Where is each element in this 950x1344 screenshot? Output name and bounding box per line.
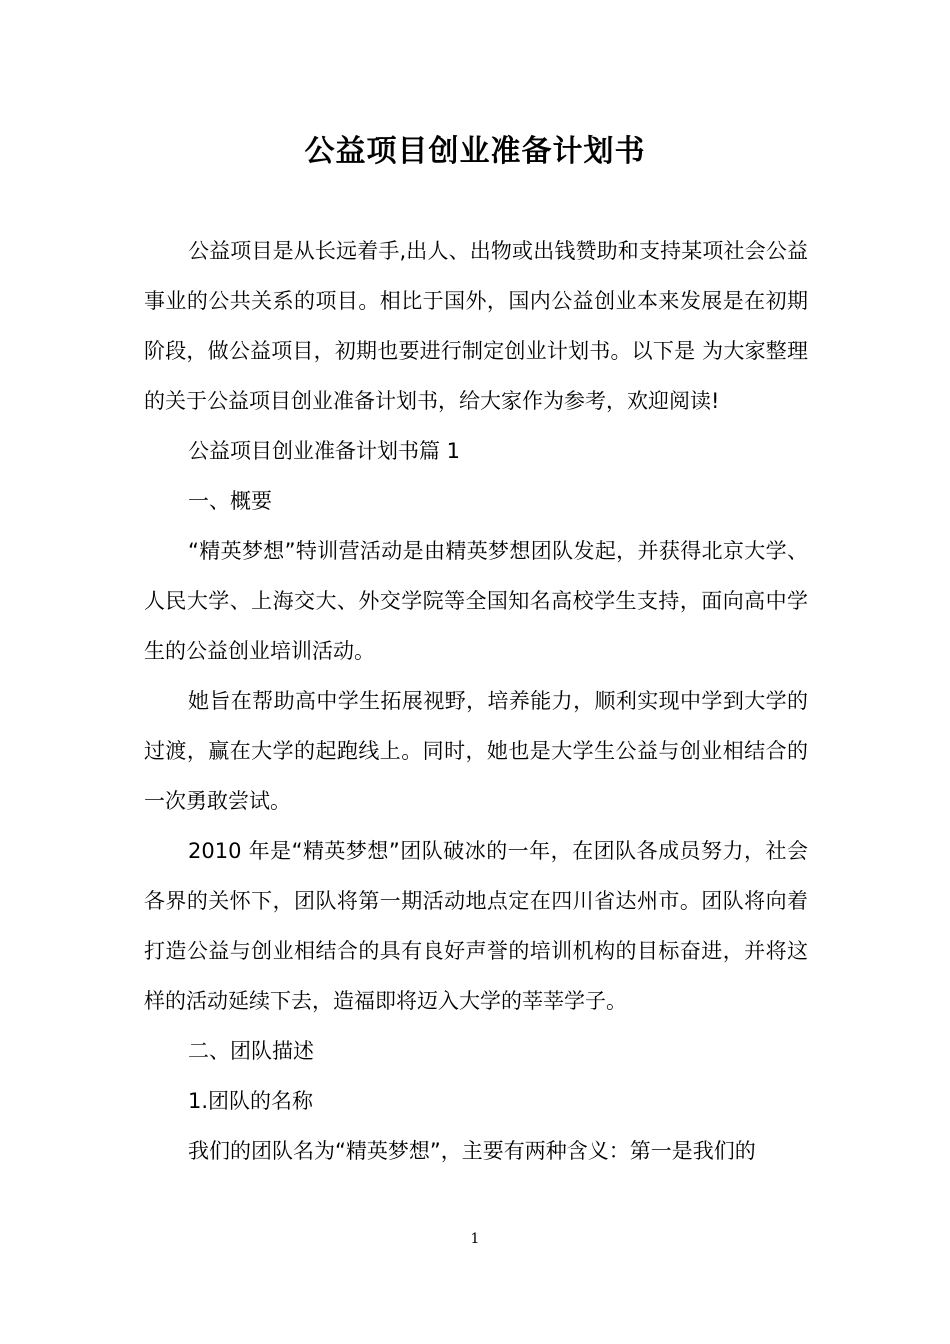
- document-body: [144, 226, 808, 1176]
- section-heading-team: 二、团队描述: [188, 1039, 314, 1063]
- overview-paragraph-2: 她旨在帮助高中学生拓展视野，培养能力，顺利实现中学到大学的过渡，赢在大学的起跑线上。同时，她也是大学生公益与创业相结合的一次勇敢尝试。: [144, 689, 808, 813]
- section-heading-part1: 公益项目创业准备计划书篇 1: [188, 439, 461, 463]
- team-name-paragraph: 我们的团队名为“精英梦想”，主要有两种含义：第一是我们的: [188, 1139, 756, 1163]
- section-heading-overview: 一、概要: [188, 489, 272, 513]
- intro-paragraph: 公益项目是从长远着手,出人、出物或出钱赞助和支持某项社会公益事业的公共关系的项目。相比于国外，国内公益创业本来发展是在初期阶段，做公益项目，初期也要进行制定创业计划书。以下是 为大家整理的关于公益项目创业准备计划书，给大家作为参考，欢迎阅读!: [144, 239, 808, 413]
- document-title: 公益项目创业准备计划书: [304, 134, 646, 169]
- subheading-team-name: 1.团队的名称: [188, 1089, 314, 1113]
- overview-paragraph-3: 2010 年是“精英梦想”团队破冰的一年，在团队各成员努力，社会各界的关怀下，团队将第一期活动地点定在四川省达州市。团队将向着打造公益与创业相结合的具有良好声誉的培训机构的目标奋进，并将这样的活动延续下去，造福即将迈入大学的莘莘学子。: [144, 839, 808, 1013]
- page-number: 1: [470, 1231, 480, 1247]
- overview-paragraph-1: “精英梦想”特训营活动是由精英梦想团队发起，并获得北京大学、人民大学、上海交大、外交学院等全国知名高校学生支持，面向高中学生的公益创业培训活动。: [144, 539, 808, 663]
